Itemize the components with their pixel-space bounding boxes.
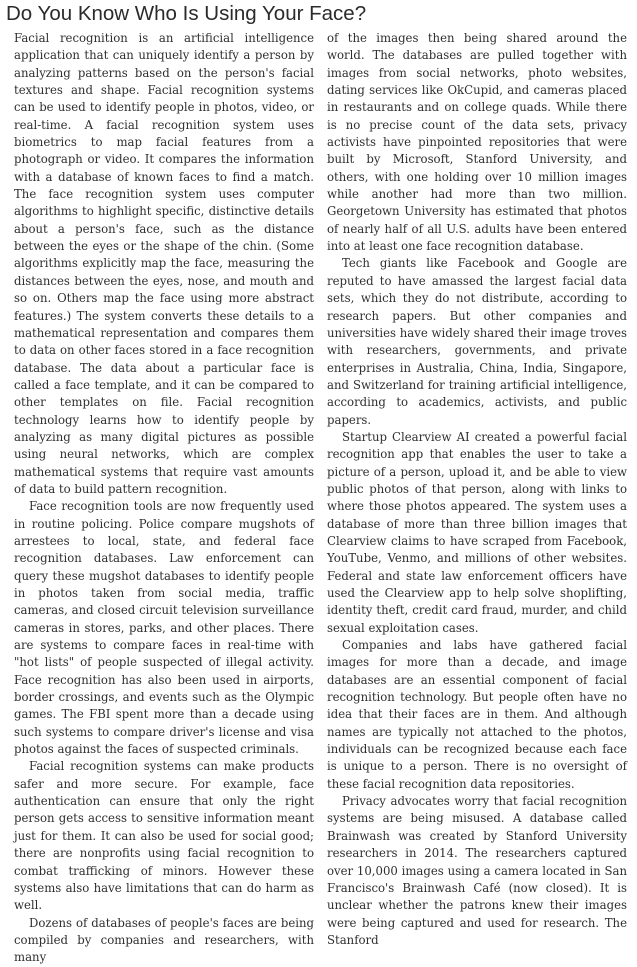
paragraph: Face recognition tools are now frequently used in routine policing. Police compare mugshots of arrestees to local, state, and federal face recognition databases. Law enforcement can query these mugshot databases to identify people in photos taken from social media, traffic cameras, and closed circuit television surveillance cameras in stores, parks, and other places. There are systems to compare faces in real-time with "hot lists" of people suspected of illegal activity. Face recognition has also been used in airports, border crossings, and events such as the Olympic games. The FBI spent more than a decade using such systems to compare driver's license and visa photos against the faces of suspected criminals. bbox=[14, 499, 314, 757]
paragraph: Dozens of databases of people's faces are being compiled by companies and researchers, with many bbox=[14, 915, 314, 965]
paragraph: Tech giants like Facebook and Google are reputed to have amassed the largest facial data sets, which they do not distribute, according to research papers. But other companies and universities have widely shared their image troves with researchers, governments, and private enterprises in Australia, China, India, Singapore, and Switzerland for training artificial intelligence, according to academics, activists, and public papers. bbox=[327, 256, 627, 427]
right-column bbox=[327, 30, 627, 949]
paragraph: Facial recognition systems can make products safer and more secure. For example, face authentication can ensure that only the right person gets access to sensitive information meant just for them. It can also be used for social good; there are nonprofits using facial recognition to combat trafficking of minors. However these systems also have limitations that can do harm as well. bbox=[14, 759, 314, 913]
paragraph: Startup Clearview AI created a powerful facial recognition app that enables the user to take a picture of a person, upload it, and be able to view public photos of that person, along with links to where those photos appeared. The system uses a database of more than three billion images that Clearview claims to have scraped from Facebook, YouTube, Venmo, and millions of other websites. Federal and state law enforcement officers have used the Clearview app to help solve shoplifting, identity theft, credit card fraud, murder, and child sexual exploitation cases. bbox=[327, 429, 627, 635]
paragraph: Companies and labs have gathered facial images for more than a decade, and image databases are an essential component of facial recognition technology. But people often have no idea that their faces are in them. And although names are typically not attached to the photos, individuals can be recognized because each face is unique to a person. There is no oversight of these facial recognition data repositories. bbox=[327, 638, 627, 791]
paragraph: of the images then being shared around the world. The databases are pulled together with images from social networks, photo websites, dating services like OkCupid, and cameras placed in restaurants and on college quads. While there is no precise count of the data sets, privacy activists have pinpointed repositories that were built by Microsoft, Stanford University, and others, with one holding over 10 million images while another had more than two million. Georgetown University has estimated that photos of nearly half of all U.S. adults have been entered into at least one face recognition database. bbox=[327, 31, 627, 254]
left-column bbox=[14, 30, 314, 967]
paragraph: Privacy advocates worry that facial recognition systems are being misused. A database called Brainwash was created by Stanford University researchers in 2014. The researchers captured over 10,000 images using a camera located in San Francisco's Brainwash Café (now closed). It is unclear whether the patrons knew their images were being captured and used for research. The Stanford bbox=[327, 794, 627, 947]
paragraph: Facial recognition is an artificial intelligence application that can uniquely identify a person by analyzing patterns based on the person's facial textures and shape. Facial recognition systems can be used to identify people in photos, video, or real-time. A facial recognition system uses biometrics to map facial features from a photograph or video. It compares the information with a database of known faces to find a match. The face recognition system uses computer algorithms to highlight specific, distinctive details about a person's face, such as the distance between the eyes or the shape of the chin. (Some algorithms explicitly map the face, measuring the distances between the eyes, nose, and mouth and so on. Others map the face using more abstract features.) The system converts these details to a mathematical representation and compares them to data on other faces stored in a face recognition database. The data about a particular face is called a face template, and it can be compared to other templates on file. Facial recognition technology learns how to identify people by analyzing as many digital pictures as possible using neural networks, which are complex mathematical systems that require vast amounts of data to build pattern recognition. bbox=[14, 31, 314, 496]
article-title: Do You Know Who Is Using Your Face? bbox=[6, 2, 367, 25]
